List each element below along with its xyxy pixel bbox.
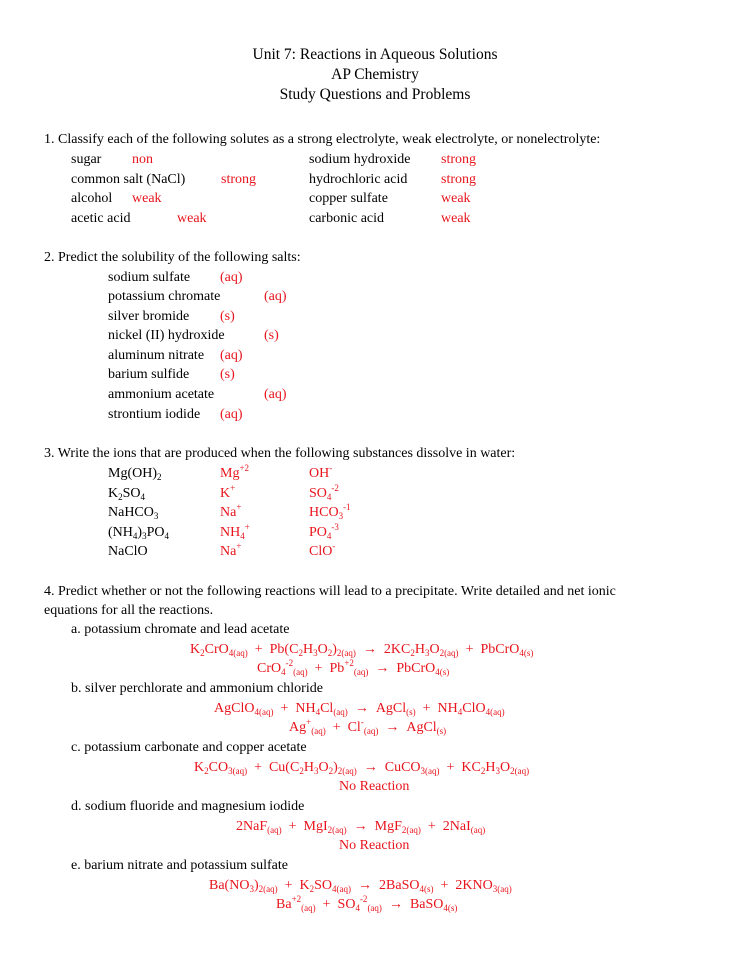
q2-item-answer: (s) xyxy=(220,309,235,324)
q3-cation: K+ xyxy=(220,483,236,501)
q4-part-label: c. potassium carbonate and copper acetate xyxy=(71,740,307,755)
q4-net-ionic-equation: $Ba^{+2}_{(aq)} + SO_4^{-2}_{(aq)}$ → BaSO$_{4(s)}$ xyxy=(276,894,458,913)
title-line-3: Study Questions and Problems xyxy=(279,86,471,103)
q4-part-label: b. silver perchlorate and ammonium chloride xyxy=(71,681,323,696)
q1-item-name: sodium hydroxide xyxy=(309,152,411,167)
q3-substance: NaHCO$_3$ xyxy=(108,505,159,521)
q3-cation: $NH_4^+$ xyxy=(220,522,250,541)
q3-anion: $PO_4^{-3}$ xyxy=(309,522,339,541)
q1-prompt: 1. Classify each of the following solutes as a strong electrolyte, weak electrolyte, or nonelectrolyte: xyxy=(44,132,601,147)
q2-item-name: aluminum nitrate xyxy=(108,348,205,363)
q3-cation: $Mg^{+2}$ xyxy=(220,463,250,481)
q1-item-name: acetic acid xyxy=(71,211,131,226)
q1-item-name: hydrochloric acid xyxy=(309,172,408,187)
q1-item-answer: strong xyxy=(221,172,256,187)
q1-item-answer: weak xyxy=(132,191,162,206)
q2-item-name: nickel (II) hydroxide xyxy=(108,328,225,343)
q4-net-ionic-equation: No Reaction xyxy=(339,838,410,853)
q1-item-answer: strong xyxy=(441,152,476,167)
q4-net-ionic-equation: No Reaction xyxy=(339,779,410,794)
q2-item-answer: (aq) xyxy=(264,289,287,304)
q3-cation: Na+ xyxy=(220,541,242,559)
q3-cation: Na+ xyxy=(220,502,242,520)
q2-item-answer: (s) xyxy=(264,328,279,343)
q2-item-answer: (aq) xyxy=(220,270,243,285)
q2-prompt: 2. Predict the solubility of the following salts: xyxy=(44,250,301,265)
q4-detailed-equation: $Ba(NO_3)_{2(aq)} + K_2SO_{4(aq)}$ → 2BaSO$_{4(s)}$ + $2KNO_{3(aq)}$ xyxy=(209,878,512,894)
q1-item-name: sugar xyxy=(71,152,102,167)
q3-substance: $K_2SO_4$ xyxy=(108,486,146,502)
q4-net-ionic-equation: $CrO_4^{-2}_{(aq)} + Pb^{+2}_{(aq)}$ → PbCrO$_{4(s)}$ xyxy=(257,658,450,677)
q4-detailed-equation: AgClO$_{4(aq)}$ + $NH_4Cl_{(aq)}$ → AgCl$_{(s)}$ + $NH_4ClO_{4(aq)}$ xyxy=(214,701,505,717)
q3-anion: $SO_4^{-2}$ xyxy=(309,483,339,502)
q2-item-answer: (aq) xyxy=(220,348,243,363)
q4-part-label: a. potassium chromate and lead acetate xyxy=(71,622,290,637)
q1-item-answer: strong xyxy=(441,172,476,187)
q1-item-name: carbonic acid xyxy=(309,211,385,226)
q4-prompt-line-2: equations for all the reactions. xyxy=(44,603,214,618)
q3-substance: NaClO xyxy=(108,544,148,559)
q1-item-answer: non xyxy=(132,152,153,167)
q3-substance: $(NH_4)_3PO_4$ xyxy=(108,525,169,541)
q3-substance: $Mg(OH)_2$ xyxy=(108,466,162,482)
q1-item-name: common salt (NaCl) xyxy=(71,172,186,187)
q2-item-answer: (aq) xyxy=(264,387,287,402)
q3-anion: OH- xyxy=(309,463,333,481)
q3-anion: $HCO_3^{-1}$ xyxy=(309,502,351,521)
q4-detailed-equation: $K_2CrO_{4(aq)} + Pb(C_2H_3O_2)_{2(aq)} \to 2KC_2H_3O_{2(aq)}$ + PbCrO$_{4(s)}$ xyxy=(190,642,534,658)
q2-item-name: silver bromide xyxy=(108,309,190,324)
q2-item-name: strontium iodide xyxy=(108,407,201,422)
q4-detailed-equation: 2NaF$_{(aq)}$ + MgI$_{2(aq)}$ → MgF$_{2(aq)}$ + 2NaI$_{(aq)}$ xyxy=(236,819,486,835)
q4-net-ionic-equation: $Ag^+_{(aq)} + Cl^-_{(aq)}$ → AgCl$_{(s)}$ xyxy=(289,717,447,736)
q2-item-name: sodium sulfate xyxy=(108,270,191,285)
q4-part-label: e. barium nitrate and potassium sulfate xyxy=(71,858,288,873)
q2-item-answer: (s) xyxy=(220,367,235,382)
q1-item-answer: weak xyxy=(441,191,471,206)
q4-detailed-equation: $K_2CO_{3(aq)} + Cu(C_2H_3O_2)_{2(aq)}$ → CuCO$_{3(aq)}$ + $KC_2H_3O_{2(aq)}$ xyxy=(194,760,530,776)
q2-item-name: ammonium acetate xyxy=(108,387,215,402)
q4-prompt-line-1: 4. Predict whether or not the following reactions will lead to a precipitate. Write detailed and net ionic xyxy=(44,584,616,599)
q3-anion: ClO- xyxy=(309,541,336,559)
q2-item-name: potassium chromate xyxy=(108,289,221,304)
q3-prompt: 3. Write the ions that are produced when the following substances dissolve in water: xyxy=(44,446,516,461)
q1-item-name: alcohol xyxy=(71,191,113,206)
q1-item-answer: weak xyxy=(177,211,207,226)
q1-item-name: copper sulfate xyxy=(309,191,388,206)
q4-part-label: d. sodium fluoride and magnesium iodide xyxy=(71,799,305,814)
q2-item-name: barium sulfide xyxy=(108,367,190,382)
q1-item-answer: weak xyxy=(441,211,471,226)
title-line-1: Unit 7: Reactions in Aqueous Solutions xyxy=(252,46,498,63)
title-line-2: AP Chemistry xyxy=(331,66,419,83)
q2-item-answer: (aq) xyxy=(220,407,243,422)
